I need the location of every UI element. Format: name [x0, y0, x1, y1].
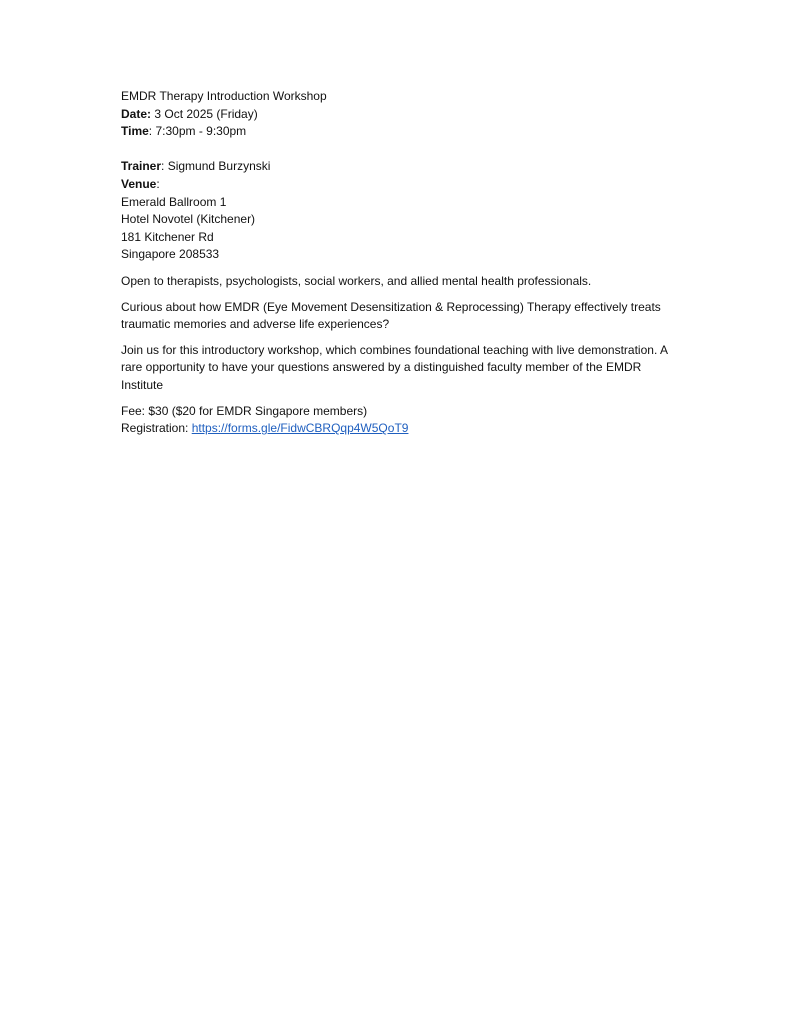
- venue-label: Venue: [121, 176, 157, 191]
- venue-room: Emerald Ballroom 1: [121, 194, 227, 209]
- venue-hotel: Hotel Novotel (Kitchener): [121, 212, 256, 227]
- trainer-line: [121, 158, 681, 176]
- audience-paragraph: Open to therapists, psychologists, social workers, and allied mental health professionals.: [121, 273, 592, 288]
- time-value: : 7:30pm - 9:30pm: [148, 124, 247, 139]
- registration-link[interactable]: https://forms.gle/FidwCBRQqp4W5QoT9: [191, 421, 409, 436]
- date-line: [121, 106, 681, 124]
- venue-line: [121, 176, 681, 194]
- registration-label: Registration:: [121, 421, 192, 436]
- trainer-label: Trainer: [121, 159, 162, 174]
- trainer-value: : Sigmund Burzynski: [161, 159, 271, 174]
- date-value: 3 Oct 2025 (Friday): [151, 106, 258, 121]
- time-label: Time: [121, 124, 149, 139]
- fee-line: Fee: $30 ($20 for EMDR Singapore members): [121, 403, 368, 418]
- venue-street: 181 Kitchener Rd: [121, 229, 214, 244]
- time-line: [121, 123, 681, 141]
- blank-line: [121, 141, 681, 159]
- fee-registration-block: [121, 403, 681, 438]
- venue-colon: :: [156, 176, 160, 191]
- document-content: [121, 88, 681, 438]
- invitation-paragraph: Join us for this introductory workshop, which combines foundational teaching with live demonstration. A rare opportunity to have your questions answered by a distinguished faculty member of the EMDR Institute: [121, 342, 668, 392]
- registration-line: [121, 420, 681, 438]
- venue-postcode: Singapore 208533: [121, 247, 220, 262]
- curiosity-paragraph: Curious about how EMDR (Eye Movement Desensitization & Reprocessing) Therapy effectively treats traumatic memories and adverse life experiences?: [121, 299, 661, 332]
- date-label: Date:: [121, 106, 152, 121]
- workshop-title: EMDR Therapy Introduction Workshop: [121, 89, 327, 103]
